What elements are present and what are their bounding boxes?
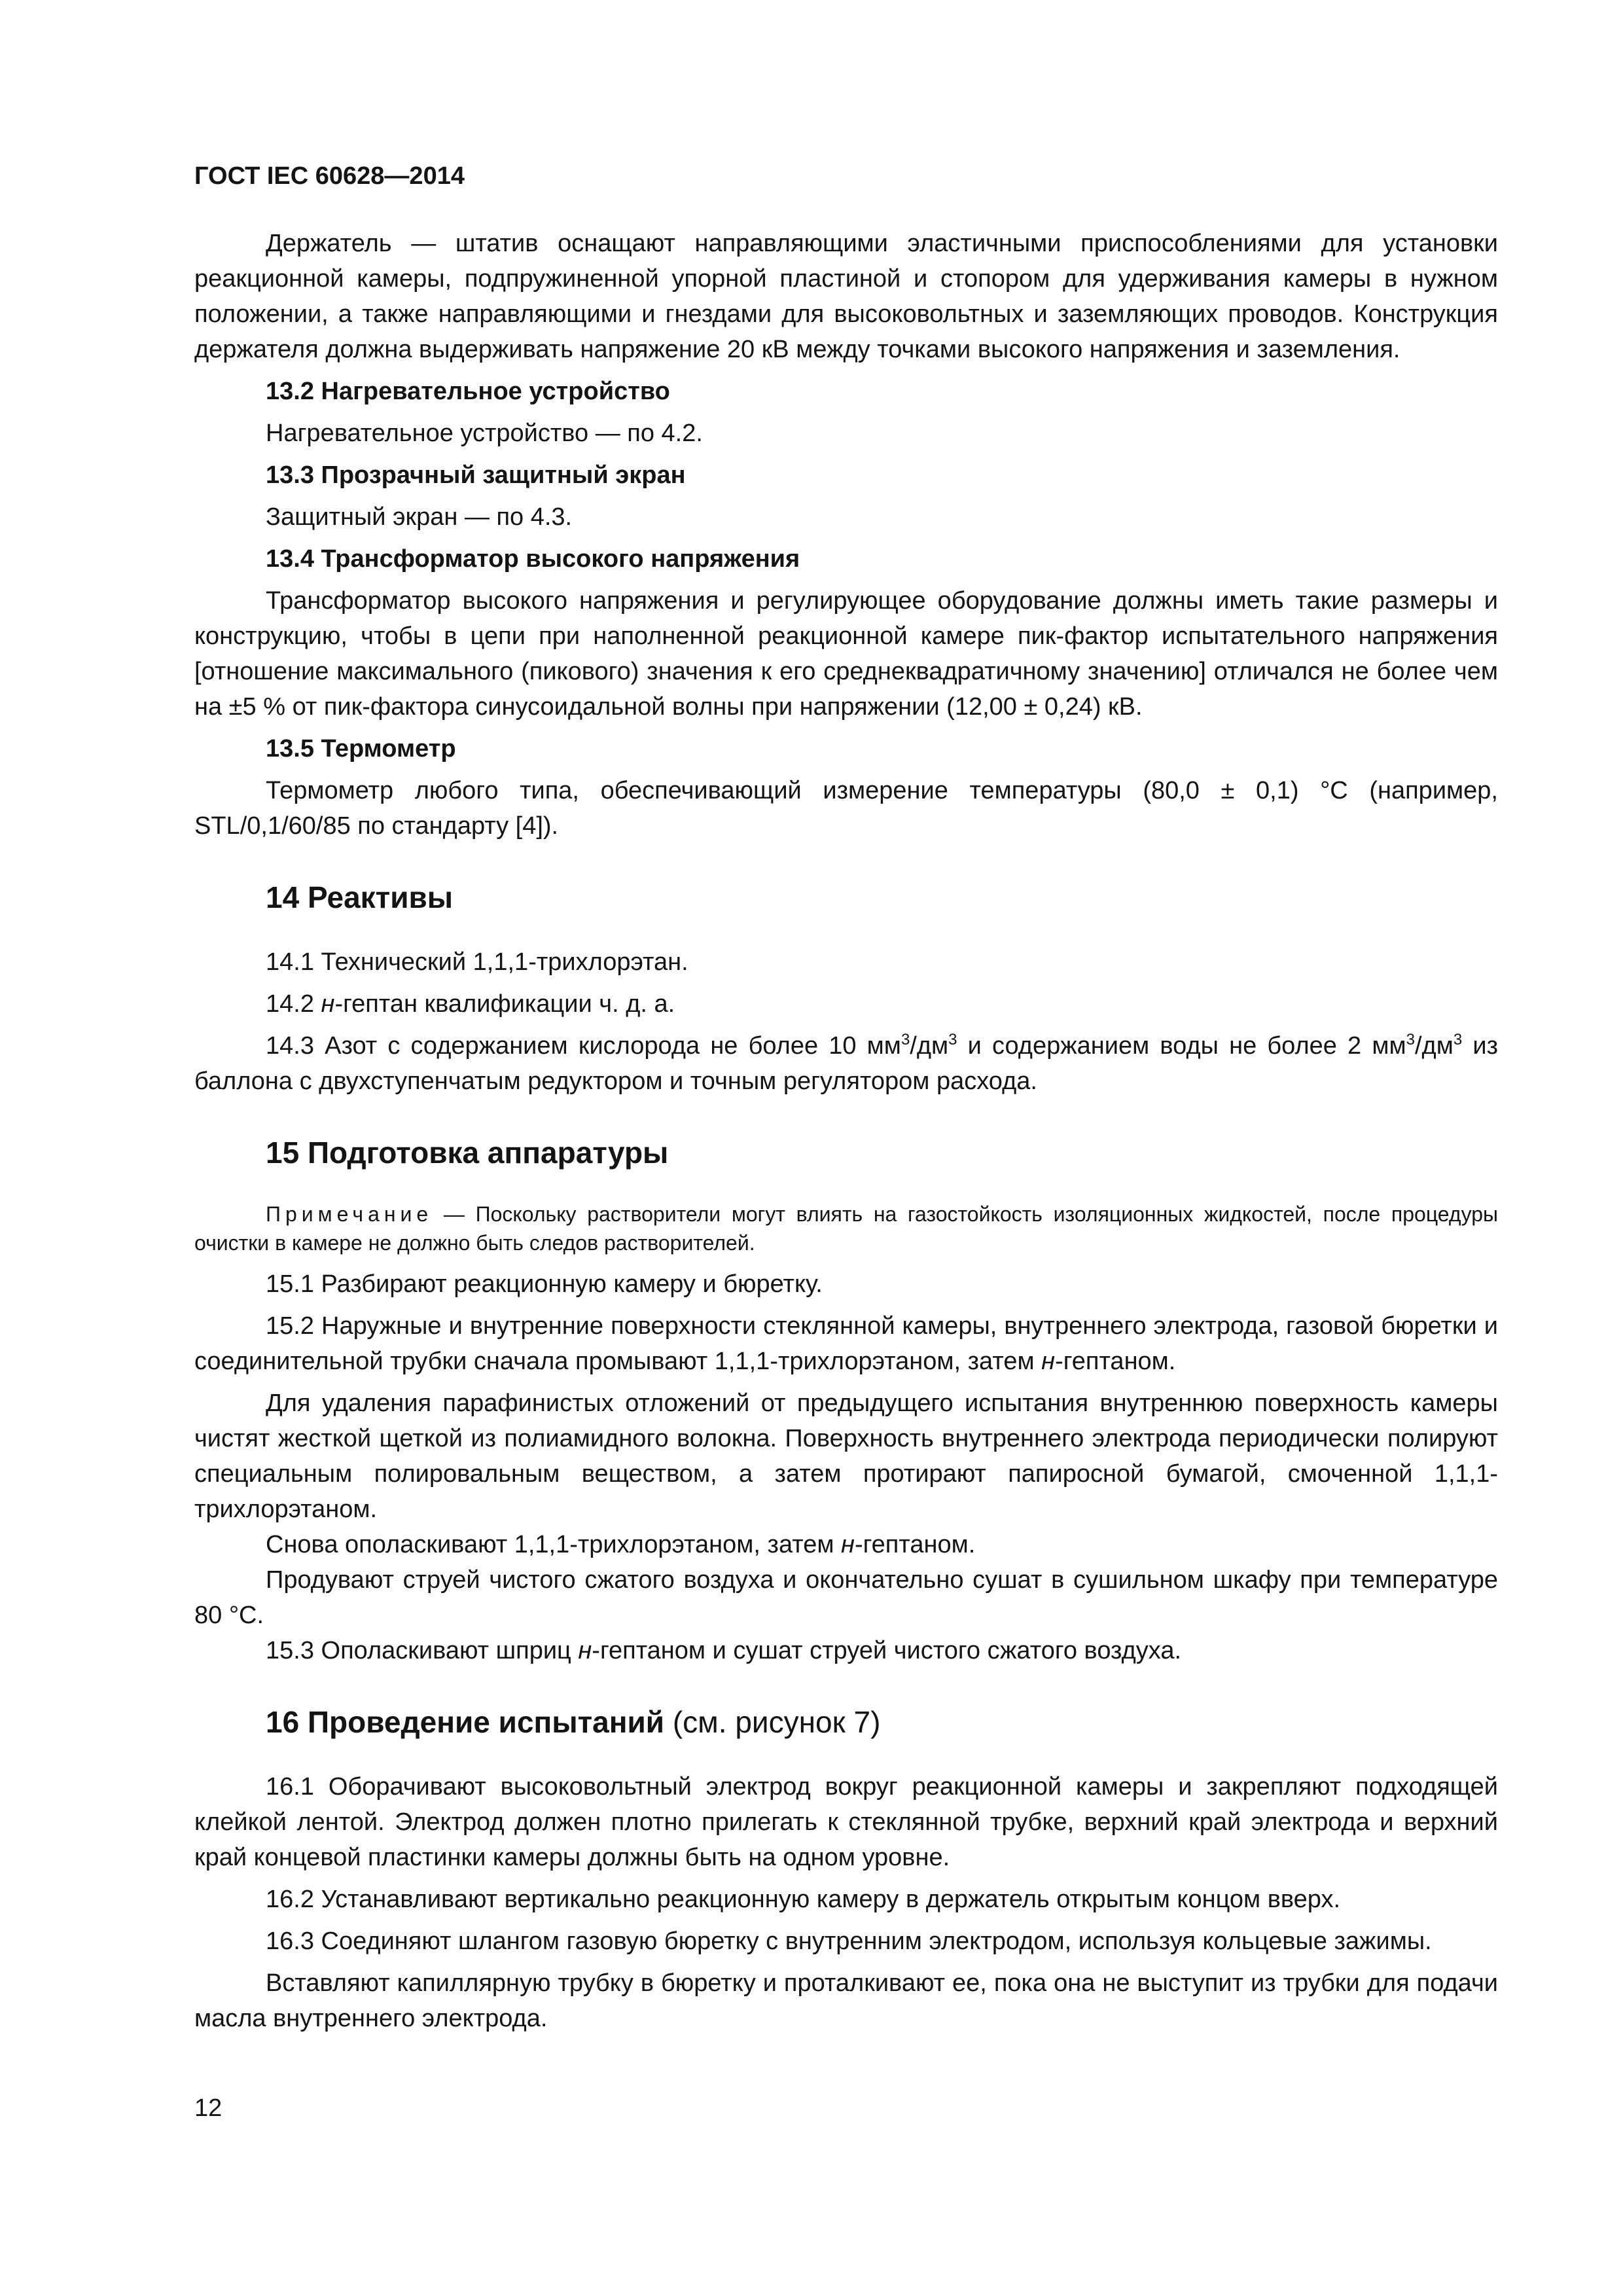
p14-3-part-e: из баллона с двухступенчатым редуктором и точным регулятором расхода. xyxy=(194,1032,1498,1095)
subsection-13-2-title: 13.2 Нагревательное устройство xyxy=(266,378,670,405)
document-page xyxy=(194,0,1498,2296)
paragraph-15-3 xyxy=(194,1633,1498,1668)
p15-rinse-part-a: Снова ополаскивают 1,1,1-трихлорэтаном, затем xyxy=(266,1531,842,1558)
section-16-figure-ref: (см. рисунок 7) xyxy=(664,1705,881,1739)
paragraph-15-2 xyxy=(194,1308,1498,1379)
document-header: ГОСТ IEC 60628—2014 xyxy=(194,162,465,190)
p15-rinse-part-b: -гептаном. xyxy=(854,1531,976,1558)
paragraph-15-1: 15.1 Разбирают реакционную камеру и бюретку. xyxy=(266,1270,823,1298)
section-16-title-text: 16 Проведение испытаний xyxy=(266,1705,665,1739)
p15-2-part-a: 15.2 Наружные и внутренние поверхности стеклянной камеры, внутреннего электрода, газовой бюретки и соединительной трубки сначала промывают 1,1,1-трихлорэтаном, затем xyxy=(194,1312,1498,1375)
paragraph-14-2-number: 14.2 xyxy=(266,990,321,1018)
note-text: — Поскольку растворители могут влиять на газостойкость изоляционных жидкостей, после процедуры очистки в камере не должно быть следов растворителей. xyxy=(194,1202,1498,1255)
paragraph-14-2 xyxy=(194,986,1498,1022)
italic-n: н xyxy=(841,1531,855,1558)
superscript-3: 3 xyxy=(1453,1031,1463,1049)
p14-3-part-d: /дм xyxy=(1414,1032,1454,1060)
paragraph-14-2-rest: -гептан квалификации ч. д. а. xyxy=(334,990,675,1018)
holder-paragraph: Держатель — штатив оснащают направляющими эластичными приспособлениями для установки реакционной камеры, подпружиненной упорной пластиной и стопором для удерживания камеры в нужном положении, а также направляющими и гнездами для высоковольтных и заземляющих проводов. Конструкция держателя должна выдерживать напряжение 20 кВ между точками высокого напряжения и заземления. xyxy=(194,230,1498,363)
p14-3-part-a: 14.3 Азот с содержанием кислорода не более 10 мм xyxy=(266,1032,901,1060)
paragraph-16-2: 16.2 Устанавливают вертикально реакционную камеру в держатель открытым концом вверх. xyxy=(266,1886,1341,1913)
document-body xyxy=(194,226,1498,2036)
paragraph-14-3 xyxy=(194,1028,1498,1099)
superscript-3: 3 xyxy=(901,1031,910,1049)
p15-3-part-b: -гептаном и сушат струей чистого сжатого воздуха. xyxy=(592,1637,1182,1664)
paragraph-16-1: 16.1 Оборачивают высоковольтный электрод вокруг реакционной камеры и закрепляют подходящей клейкой лентой. Электрод должен плотно прилегать к стеклянной трубке, верхний край электрода и верхний край концевой пластинки камеры должны быть на одном уровне. xyxy=(194,1773,1498,1871)
subsection-13-5-text: Термометр любого типа, обеспечивающий измерение температуры (80,0 ± 0,1) °С (например, STL/0,1/60/85 по стандарту [4]). xyxy=(194,777,1498,840)
page-number: 12 xyxy=(194,2094,223,2122)
p14-3-part-c: и содержанием воды не более 2 мм xyxy=(957,1032,1406,1060)
paragraph-15-rinse xyxy=(194,1527,1498,1562)
subsection-13-4-text: Трансформатор высокого напряжения и регулирующее оборудование должны иметь такие размеры и конструкцию, чтобы в цепи при наполненной реакционной камере пик-фактор испытательного напряжения [отношение максимального (пикового) значения к его среднеквадратичному значению] отличался не более чем на ±5 % от пик-фактора синусоидальной волны при напряжении (12,00 ± 0,24) кВ. xyxy=(194,587,1498,721)
section-16-title xyxy=(266,1702,1498,1742)
italic-n: н xyxy=(578,1637,592,1664)
italic-n: н xyxy=(1041,1348,1056,1375)
subsection-13-5-title: 13.5 Термометр xyxy=(266,735,456,762)
p15-3-part-a: 15.3 Ополаскивают шприц xyxy=(266,1637,579,1664)
paragraph-14-1: 14.1 Технический 1,1,1-трихлорэтан. xyxy=(266,948,688,976)
subsection-13-3-title: 13.3 Прозрачный защитный экран xyxy=(266,461,686,489)
subsection-13-3-text: Защитный экран — по 4.3. xyxy=(266,503,573,531)
section-15-title: 15 Подготовка аппаратуры xyxy=(266,1136,669,1170)
subsection-13-2-text: Нагревательное устройство — по 4.2. xyxy=(266,420,703,447)
paragraph-15-dry: Продувают струей чистого сжатого воздуха и окончательно сушат в сушильном шкафу при температуре 80 °С. xyxy=(194,1566,1498,1629)
p14-3-part-b: /дм xyxy=(910,1032,949,1060)
superscript-3: 3 xyxy=(1406,1031,1415,1049)
p15-2-part-b: -гептаном. xyxy=(1055,1348,1176,1375)
italic-n: н xyxy=(321,990,335,1018)
note xyxy=(194,1200,1498,1257)
section-14-title: 14 Реактивы xyxy=(266,880,454,914)
subsection-13-4-title: 13.4 Трансформатор высокого напряжения xyxy=(266,545,800,573)
note-label: Примечание xyxy=(266,1202,433,1226)
superscript-3: 3 xyxy=(948,1031,957,1049)
paragraph-15-cleaning: Для удаления парафинистых отложений от предыдущего испытания внутреннюю поверхность камеры чистят жесткой щеткой из полиамидного волокна. Поверхность внутреннего электрода периодически полируют специальным полировальным веществом, а затем протирают папиросной бумагой, смоченной 1,1,1-трихлорэтаном. xyxy=(194,1390,1498,1523)
paragraph-16-3: 16.3 Соединяют шлангом газовую бюретку с внутренним электродом, используя кольцевые зажимы. xyxy=(266,1928,1432,1955)
paragraph-16-capillary: Вставляют капиллярную трубку в бюретку и проталкивают ее, пока она не выступит из трубки для подачи масла внутреннего электрода. xyxy=(194,1969,1498,2032)
